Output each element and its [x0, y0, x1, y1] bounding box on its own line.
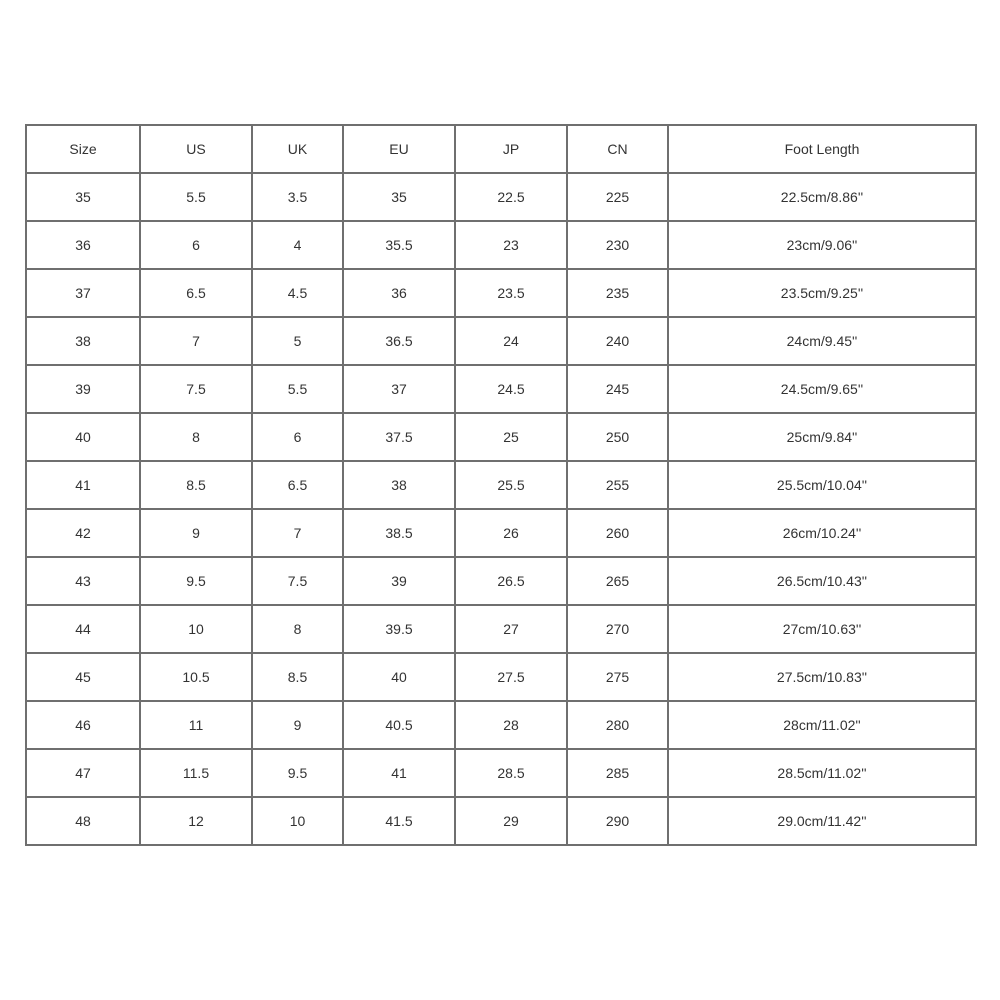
table-row [26, 605, 976, 653]
cell-eu: 41.5 [343, 797, 455, 845]
cell-uk: 9.5 [252, 749, 343, 797]
cell-cn: 285 [567, 749, 668, 797]
cell-uk: 5 [252, 317, 343, 365]
cell-foot-length: 27cm/10.63'' [668, 605, 976, 653]
cell-uk: 6 [252, 413, 343, 461]
cell-size: 38 [26, 317, 140, 365]
cell-uk: 3.5 [252, 173, 343, 221]
cell-us: 10 [140, 605, 252, 653]
cell-size: 40 [26, 413, 140, 461]
cell-us: 7 [140, 317, 252, 365]
header-row [26, 125, 976, 173]
cell-cn: 250 [567, 413, 668, 461]
cell-us: 9 [140, 509, 252, 557]
cell-jp: 23 [455, 221, 567, 269]
cell-cn: 255 [567, 461, 668, 509]
cell-eu: 41 [343, 749, 455, 797]
table-row [26, 461, 976, 509]
cell-uk: 7 [252, 509, 343, 557]
cell-jp: 23.5 [455, 269, 567, 317]
cell-us: 8.5 [140, 461, 252, 509]
cell-us: 5.5 [140, 173, 252, 221]
cell-cn: 270 [567, 605, 668, 653]
header-foot-length: Foot Length [668, 125, 976, 173]
header-size: Size [26, 125, 140, 173]
cell-foot-length: 23.5cm/9.25'' [668, 269, 976, 317]
cell-eu: 39.5 [343, 605, 455, 653]
cell-cn: 290 [567, 797, 668, 845]
table-row [26, 509, 976, 557]
table-row [26, 365, 976, 413]
cell-size: 47 [26, 749, 140, 797]
cell-eu: 38 [343, 461, 455, 509]
table-row [26, 317, 976, 365]
table-row [26, 653, 976, 701]
cell-jp: 25.5 [455, 461, 567, 509]
cell-us: 6 [140, 221, 252, 269]
header-cn: CN [567, 125, 668, 173]
cell-us: 11.5 [140, 749, 252, 797]
cell-eu: 36 [343, 269, 455, 317]
cell-jp: 26 [455, 509, 567, 557]
cell-cn: 225 [567, 173, 668, 221]
cell-size: 48 [26, 797, 140, 845]
cell-eu: 37 [343, 365, 455, 413]
cell-size: 44 [26, 605, 140, 653]
cell-us: 7.5 [140, 365, 252, 413]
cell-foot-length: 28cm/11.02'' [668, 701, 976, 749]
cell-cn: 275 [567, 653, 668, 701]
cell-us: 6.5 [140, 269, 252, 317]
cell-foot-length: 27.5cm/10.83'' [668, 653, 976, 701]
cell-us: 10.5 [140, 653, 252, 701]
header-jp: JP [455, 125, 567, 173]
cell-eu: 36.5 [343, 317, 455, 365]
cell-uk: 4 [252, 221, 343, 269]
cell-jp: 22.5 [455, 173, 567, 221]
cell-eu: 35 [343, 173, 455, 221]
table-row [26, 557, 976, 605]
table-row [26, 701, 976, 749]
cell-foot-length: 25cm/9.84'' [668, 413, 976, 461]
cell-cn: 245 [567, 365, 668, 413]
cell-jp: 24 [455, 317, 567, 365]
cell-jp: 26.5 [455, 557, 567, 605]
cell-foot-length: 25.5cm/10.04'' [668, 461, 976, 509]
cell-uk: 9 [252, 701, 343, 749]
cell-eu: 35.5 [343, 221, 455, 269]
table-row [26, 173, 976, 221]
cell-cn: 260 [567, 509, 668, 557]
cell-eu: 39 [343, 557, 455, 605]
cell-cn: 235 [567, 269, 668, 317]
cell-foot-length: 22.5cm/8.86'' [668, 173, 976, 221]
cell-size: 41 [26, 461, 140, 509]
cell-foot-length: 24cm/9.45'' [668, 317, 976, 365]
table-row [26, 797, 976, 845]
cell-size: 39 [26, 365, 140, 413]
cell-foot-length: 23cm/9.06'' [668, 221, 976, 269]
cell-uk: 6.5 [252, 461, 343, 509]
cell-jp: 28.5 [455, 749, 567, 797]
cell-cn: 240 [567, 317, 668, 365]
cell-jp: 28 [455, 701, 567, 749]
cell-uk: 7.5 [252, 557, 343, 605]
cell-size: 46 [26, 701, 140, 749]
cell-jp: 25 [455, 413, 567, 461]
header-eu: EU [343, 125, 455, 173]
cell-foot-length: 26.5cm/10.43'' [668, 557, 976, 605]
cell-size: 45 [26, 653, 140, 701]
cell-uk: 10 [252, 797, 343, 845]
cell-foot-length: 24.5cm/9.65'' [668, 365, 976, 413]
cell-jp: 27.5 [455, 653, 567, 701]
cell-eu: 38.5 [343, 509, 455, 557]
cell-foot-length: 29.0cm/11.42'' [668, 797, 976, 845]
cell-uk: 8 [252, 605, 343, 653]
cell-size: 35 [26, 173, 140, 221]
size-chart-table [25, 124, 977, 846]
cell-size: 36 [26, 221, 140, 269]
cell-eu: 40.5 [343, 701, 455, 749]
cell-size: 37 [26, 269, 140, 317]
cell-us: 8 [140, 413, 252, 461]
table-row [26, 221, 976, 269]
cell-uk: 4.5 [252, 269, 343, 317]
cell-cn: 265 [567, 557, 668, 605]
cell-size: 43 [26, 557, 140, 605]
table-row [26, 413, 976, 461]
table-row [26, 269, 976, 317]
header-us: US [140, 125, 252, 173]
cell-foot-length: 26cm/10.24'' [668, 509, 976, 557]
cell-jp: 24.5 [455, 365, 567, 413]
cell-jp: 29 [455, 797, 567, 845]
cell-us: 9.5 [140, 557, 252, 605]
cell-eu: 40 [343, 653, 455, 701]
cell-size: 42 [26, 509, 140, 557]
cell-us: 12 [140, 797, 252, 845]
cell-cn: 280 [567, 701, 668, 749]
table-row [26, 749, 976, 797]
cell-us: 11 [140, 701, 252, 749]
cell-eu: 37.5 [343, 413, 455, 461]
cell-uk: 8.5 [252, 653, 343, 701]
table-body [26, 173, 976, 845]
header-uk: UK [252, 125, 343, 173]
cell-foot-length: 28.5cm/11.02'' [668, 749, 976, 797]
cell-cn: 230 [567, 221, 668, 269]
cell-uk: 5.5 [252, 365, 343, 413]
cell-jp: 27 [455, 605, 567, 653]
